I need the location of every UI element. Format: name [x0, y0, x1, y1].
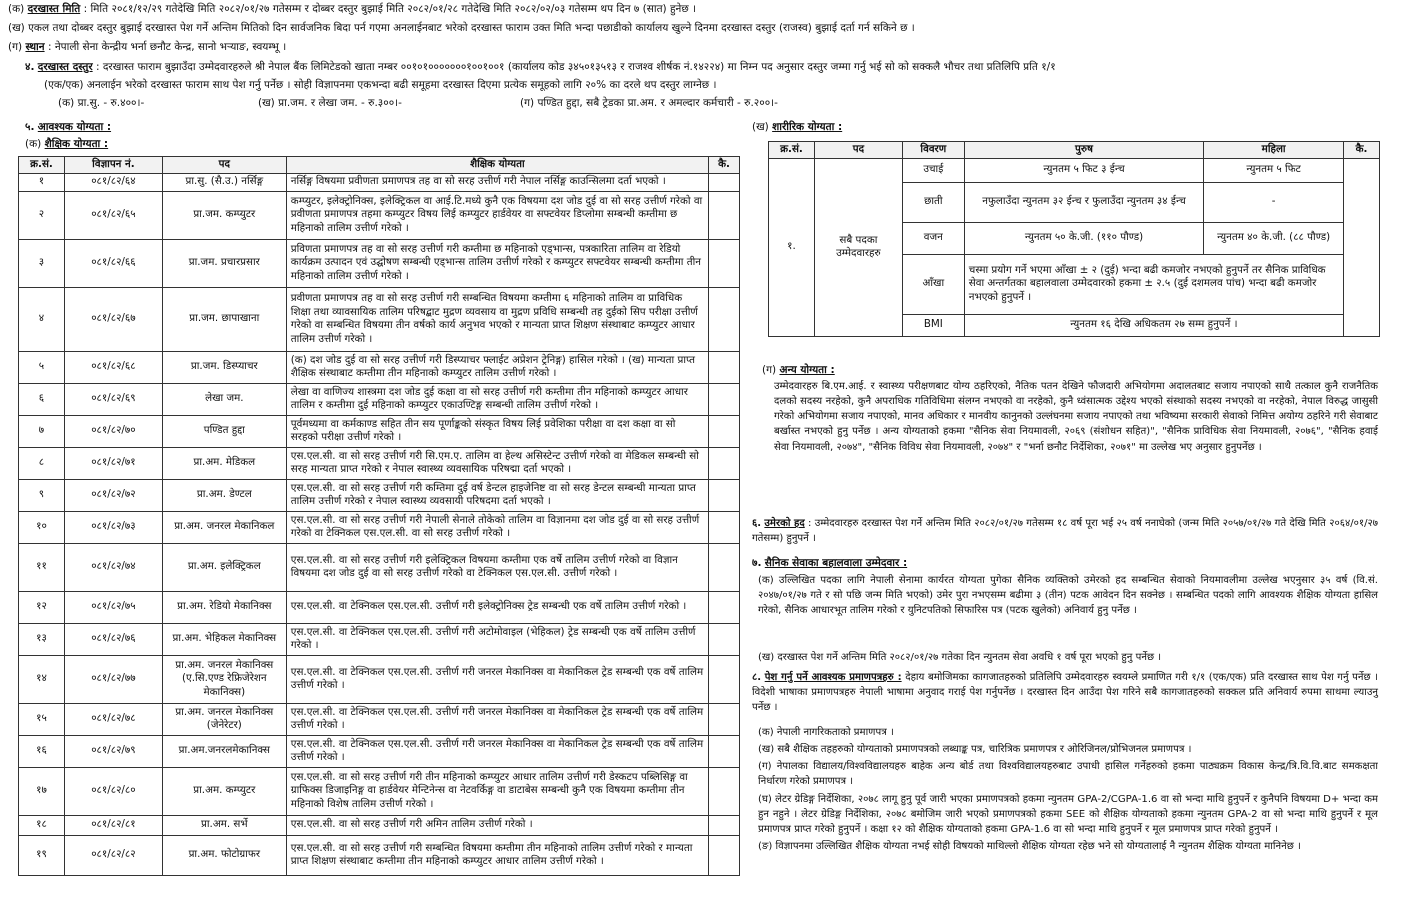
row-qualification: एस.एल.सी. वा सो सरह उत्तीर्ण गरी सि.एम.ए. तालिम वा हेल्थ असिस्टेन्ट उत्तीर्ण गरेको वा मेडिकल सम्बन्धी सो सरह मान्यता प्राप्त गरेको र नेपाल स्वास्थ्य व्यवसायिक परिषद्मा दर्ता भएको ।: [286, 447, 708, 479]
row-post: लेखा जम.: [162, 383, 286, 415]
qualification-section-number: ५.: [25, 121, 35, 133]
row-ad-no: ०८१/८२/६७: [64, 287, 162, 351]
row-sn: १८: [19, 815, 65, 835]
row-post: प्रा.अम.जनरलमेकानिक्स: [162, 735, 286, 767]
fee-a: (क) प्रा.सु. - रु.४००।-: [58, 97, 145, 109]
physical-sn: १.: [769, 158, 815, 336]
table-row: [19, 511, 740, 543]
row-remarks: [708, 543, 739, 591]
row-qualification: एस.एल.सी. वा टेक्निकल एस.एल.सी. उत्तीर्ण गरी इलेक्ट्रोनिक्स ट्रेड सम्बन्धी एक वर्षे तालिम उत्तीर्ण गरेको ।: [286, 591, 708, 623]
row-post: प्रा.अम. जनरल मेकानिक्स (ए.सि.एण्ड रेफ्रिजेरेशन मेकानिक्स): [162, 655, 286, 703]
table-row: [19, 351, 740, 383]
row-ad-no: ०८१/८२/७०: [64, 415, 162, 447]
table-row: [19, 383, 740, 415]
row-remarks: [708, 479, 739, 511]
row-remarks: [708, 239, 739, 287]
row-ad-no: ०८१/८२/६४: [64, 173, 162, 191]
row-ad-no: ०८१/८२/७७: [64, 655, 162, 703]
age-heading: उमेरको हद: [764, 518, 805, 529]
certificate-item: (क) नेपाली नागरिकताको प्रमाणपत्र ।: [758, 727, 894, 738]
table-row: [19, 479, 740, 511]
row-sn: १२: [19, 591, 65, 623]
row-qualification: एस.एल.सी. वा सो सरह उत्तीर्ण गरी कम्तिमा दुई वर्ष डेन्टल हाइजेनिष्ट वा सो सरह डेन्टल सम्बन्धी मान्यता प्राप्त तालिम उत्तीर्ण गरेको र नेपाल स्वास्थ्य व्यवसायी परिषदमा दर्ता भएको ।: [286, 479, 708, 511]
serving-section-number: ७.: [752, 557, 762, 569]
row-post: प्रा.सु. (सै.उ.) नर्सिङ्ग: [162, 173, 286, 191]
row-post: प्रा.जम. प्रचारप्रसार: [162, 239, 286, 287]
row-qualification: एस.एल.सी. वा टेक्निकल एस.एल.सी. उत्तीर्ण गरी जनरल मेकानिक्स वा मेकानिकल ट्रेड सम्बन्धी एक वर्षे तालिम उत्तीर्ण गरेको ।: [286, 703, 708, 735]
physical-table: [768, 141, 1380, 337]
row-post: पण्डित हुद्दा: [162, 415, 286, 447]
row-post: प्रा.अम. फोटोग्राफर: [162, 835, 286, 875]
row-ad-no: ०८१/८२/७२: [64, 479, 162, 511]
row-sn: ३: [19, 239, 65, 287]
row-remarks: [708, 623, 739, 655]
physical-detail: उचाई: [902, 158, 964, 182]
education-table: [18, 156, 740, 876]
row-sn: १६: [19, 735, 65, 767]
certificates-list: [758, 725, 1378, 856]
row-remarks: [708, 815, 739, 835]
certificates-section-number: ८.: [752, 672, 762, 683]
row-post: प्रा.अम. जनरल मेकानिक्स (जेनेरेटर): [162, 703, 286, 735]
header-remarks: कै.: [708, 157, 739, 174]
row-post: प्रा.जम. कम्प्युटर: [162, 191, 286, 239]
row-sn: १०: [19, 511, 65, 543]
other-qualification-text: उम्मेदवारहरु बि.एम.आई. र स्वास्थ्य परीक्षणबाट योग्य ठहरिएको, नैतिक पतन देखिने फौजदारी अभियोगमा अदालतबाट सजाय नपाएको साथै तत्काल कुनै राजनैतिक दलको सदस्य नरहेको, कुनै अपराधिक गतिविधिमा संलग्न नभएको वा नरहेको, कुनै ध्वंसात्मक उद्देश्य भएको संस्थाको सदस्य नभएको वा नरहेको, नेपाल विरुद्ध जासुसी गरेको अभियोगमा सजाय नपाएको, मानव अधिकार र मानवीय कानुनको उल्लंघनमा सजाय नपाएको तथा भविष्यमा सरकारी सेवाको निमित्त अयोग्य ठहरिने गरी सेवाबाट बर्खास्त नभएको हुनु पर्नेछ । अन्य योग्यताको हकमा "सैनिक सेवा नियमावली, २०६९ (संशोधन सहित)", "सैनिक प्राविधिक सेवा नियमावली, २०७६", "सैनिक हवाई सेवा नियमावली, २०७४", "सैनिक विविध सेवा नियमावली, २०७४" र "भर्ना छनौट निर्देशिका, २०७१" मा उल्लेख भए अनुसार हुनुपर्नेछ ।: [774, 381, 1378, 453]
physical-detail: BMI: [902, 314, 964, 336]
row-ad-no: ०८१/८२/६६: [64, 239, 162, 287]
table-row: [19, 703, 740, 735]
physical-male: नफुलाउँदा न्युनतम ३२ ईन्च र फुलाउँदा न्युनतम ३४ ईन्च: [964, 182, 1204, 222]
row-remarks: [708, 383, 739, 415]
row-qualification: एस.एल.सी. वा सो सरह उत्तीर्ण गरी सम्बन्धित विषयमा कम्तीमा तीन महिनाको तालिम उत्तीर्ण गरेको र मान्यता प्राप्त शिक्षण संस्थाबाट कम्तीमा तीन महिनाको कम्प्युटर आधार तालिम उत्तीर्ण गरेको ।: [286, 835, 708, 875]
table-row: [19, 623, 740, 655]
row-ad-no: ०८१/८२/७३: [64, 511, 162, 543]
table-row: [19, 735, 740, 767]
row-post: प्रा.अम. कम्प्युटर: [162, 767, 286, 815]
table-row: [19, 815, 740, 835]
serving-heading: [752, 556, 907, 571]
row-remarks: [708, 735, 739, 767]
education-subheading-key: (क): [25, 138, 42, 150]
row-sn: ६: [19, 383, 65, 415]
certificates-intro: [752, 670, 1378, 715]
top-line-3: [8, 40, 1404, 55]
fee-line-1: [25, 60, 1405, 75]
row-ad-no: ०८१/८२/७९: [64, 735, 162, 767]
row-ad-no: ०८१/८२/८०: [64, 767, 162, 815]
qualification-section-title: आवश्यक योग्यता :: [37, 121, 112, 133]
row-qualification: एस.एल.सी. वा सो सरह उत्तीर्ण गरी इलेक्ट्रिकल विषयमा कम्तीमा एक वर्षे तालिम उत्तीर्ण गरेको वा विज्ञान विषयमा दश जोड दुई वा सो सरह उत्तीर्ण गरेको वा टेक्निकल एस.एल.सी. उत्तीर्ण गरेको ।: [286, 543, 708, 591]
physical-detail: वजन: [902, 222, 964, 254]
row-ad-no: ०८१/८२/६५: [64, 191, 162, 239]
row-qualification: एस.एल.सी. वा टेक्निकल एस.एल.सी. उत्तीर्ण गरी जनरल मेकानिक्स वा मेकानिकल ट्रेड सम्बन्धी एक वर्षे तालिम उत्तीर्ण गरेको ।: [286, 735, 708, 767]
row-qualification: एस.एल.सी. वा टेक्निकल एस.एल.सी. उत्तीर्ण गरी जनरल मेकानिक्स वा मेकानिकल ट्रेड सम्बन्धी एक वर्षे तालिम उत्तीर्ण गरेको ।: [286, 655, 708, 703]
certificates-text: देहाय बमोजिमका कागजातहरुको प्रतिलिपि उम्मेदवारहरु स्वयम्ले प्रमाणित गरी १/१ (एक/एक) प्रति दरखास्त साथ पेश गर्नु पर्नेछ । विदेशी भाषाका प्रमाणपत्रहरु नेपाली भाषामा अनुवाद गराई पेश गर्नुपर्नेछ । दरखास्त दिन आउँदा पेश गरिने सबै कागजातहरुको सक्कल प्रति अनिवार्य रुपमा साथमा ल्याउनु पर्नेछ ।: [752, 672, 1378, 714]
row-qualification: एस.एल.सी. वा सो सरह उत्तीर्ण गरी नेपाली सेनाले तोकेको तालिम वा विज्ञानमा दश जोड दुई वा सो सरह उत्तीर्ण गरेको वा टेक्निकल एस.एल.सी. वा सो सरह उत्तीर्ण गरेको ।: [286, 511, 708, 543]
physical-male: न्युनतम ५० के.जी. (११० पौण्ड): [964, 222, 1204, 254]
row-sn: ११: [19, 543, 65, 591]
table-row: [19, 173, 740, 191]
row-post: प्रा.अम. रेडियो मेकानिक्स: [162, 591, 286, 623]
row-sn: ४: [19, 287, 65, 351]
fee-b: (ख) प्रा.जम. र लेखा जम. - रु.३००।-: [258, 97, 402, 109]
row-remarks: [708, 447, 739, 479]
other-heading-title: अन्य योग्यता :: [779, 364, 835, 376]
education-subheading-title: शैक्षिक योग्यता :: [44, 138, 109, 150]
row-qualification: एस.एल.सी. वा टेक्निकल एस.एल.सी. उत्तीर्ण गरी अटोमोवाइल (भेहिकल) ट्रेड सम्बन्धी एक वर्षे तालिम उत्तीर्ण गरेको ।: [286, 623, 708, 655]
qualification-heading: [25, 120, 111, 135]
row-remarks: [708, 173, 739, 191]
fee-c: (ग) पण्डित हुद्दा, सबै ट्रेडका प्रा.अम. र अमल्दार कर्मचारी - रु.२००।-: [520, 97, 778, 109]
row-qualification: प्रवीणता प्रमाणपत्र तह वा सो सरह उत्तीर्ण गरी सम्बन्धित विषयमा कम्तीमा ६ महिनाको तालिम वा प्राविधिक शिक्षा तथा व्यावसायिक तालिम परिषद्बाट मुद्रण व्यवसाय वा मुद्रण प्रविधि सम्बन्धी तह दुईको सिप परीक्षा उत्तीर्ण गरेको वा सम्बन्धित विषयमा तीन वर्षको कार्य अनुभव भएको र मान्यता प्राप्त शिक्षण संस्थाबाट कम्प्युटर आधार तालिम उत्तीर्ण गरेको ।: [286, 287, 708, 351]
location-key: (ग): [8, 41, 23, 53]
table-row: [19, 655, 740, 703]
row-ad-no: ०८१/८२/७८: [64, 703, 162, 735]
row-post: प्रा.जम. डिस्प्याचर: [162, 351, 286, 383]
application-date-text: : मिति २०८१/१२/२९ गतेदेखि मिति २०८२/०१/२७ गतेसम्म र दोब्बर दस्तुर बुझाई मिति २०८२/०१/२८ गतेदेखि मिति २०८२/०२/०३ गतेसम्म थप दिन ७ (सात) हुनेछ ।: [83, 3, 697, 15]
table-row: [19, 191, 740, 239]
phys-header-male: पुरुष: [964, 142, 1204, 159]
application-date-heading: दरखास्त मिति: [27, 3, 81, 15]
row-qualification: प्रविणता प्रमाणपत्र तह वा सो सरह उत्तीर्ण गरी कम्तीमा छ महिनाको एड्भान्स, पत्रकारिता तालिम वा रेडियो कार्यक्रम उत्पादन एवं उद्घोषण सम्बन्धी एड्भान्स तालिम उत्तीर्ण गरेको र कम्प्युटर सफ्टवेयर सम्बन्धी कम्तीमा तीन महिनाको तालिम उत्तीर्ण गरेको ।: [286, 239, 708, 287]
physical-post: सबै पदका उम्मेदवारहरु: [814, 158, 902, 336]
row-ad-no: ०८१/८२/८१: [64, 815, 162, 835]
row-remarks: [708, 351, 739, 383]
fee-section-number: ४.: [25, 61, 35, 73]
table-row: [19, 591, 740, 623]
row-post: प्रा.जम. छापाखाना: [162, 287, 286, 351]
row-sn: १: [19, 173, 65, 191]
physical-detail: आँखा: [902, 254, 964, 314]
row-remarks: [708, 591, 739, 623]
physical-detail: छाती: [902, 182, 964, 222]
age-limit: [752, 516, 1378, 546]
phys-header-female: महिला: [1204, 142, 1344, 159]
row-remarks: [708, 511, 739, 543]
certificate-item: (ग) नेपालका विद्यालय/विश्वविद्यालयहरु बाहेक अन्य बोर्ड तथा विश्वविद्यालयहरुबाट उपाधी हासिल गर्नेहरुको हकमा पाठ्यक्रम विकास केन्द्र/त्रि.वि.वि.बाट समकक्षता निर्धारण गरेको प्रमाणपत्र ।: [758, 761, 1378, 788]
table-row: [19, 835, 740, 875]
other-heading-key: (ग): [762, 364, 777, 376]
header-ad-no: विज्ञापन नं.: [64, 157, 162, 174]
row-remarks: [708, 655, 739, 703]
table-row: [19, 287, 740, 351]
row-remarks: [708, 287, 739, 351]
row-post: प्रा.अम. सर्भे: [162, 815, 286, 835]
table-row: [19, 239, 740, 287]
location-heading: स्थान: [25, 41, 45, 53]
row-remarks: [708, 703, 739, 735]
row-remarks: [708, 415, 739, 447]
physical-female: -: [1204, 182, 1344, 222]
row-post: प्रा.अम. इलेक्ट्रिकल: [162, 543, 286, 591]
fee-text: : दरखास्त फाराम बुझाउँदा उम्मेदवारहरुले श्री नेपाल बैंक लिमिटेडको खाता नम्बर ००१०१०००००००१००१००१ (कार्यालय कोड ३४५०१३५१३ र राजश्व शीर्षक नं.१४२२४) मा निम्न पद अनुसार दस्तुर जम्मा गर्नु भई सो को सक्कलै भौचर तथा प्रतिलिपि प्रति १/१: [95, 61, 1056, 73]
fee-line-2: (एक/एक) अनलाईन भरेको दरखास्त फाराम साथ पेश गर्नु पर्नेछ । सोही विज्ञापनमा एकभन्दा बढी समूहमा दरखास्त दिएमा प्रत्येक समूहको लागि २०% का दरले थप दस्तुर लाग्नेछ ।: [44, 79, 717, 91]
row-ad-no: ०८१/८२/६८: [64, 351, 162, 383]
row-qualification: एस.एल.सी. वा सो सरह उत्तीर्ण गरी तीन महिनाको कम्प्युटर आधार तालिम उत्तीर्ण गरी डेस्कटप पब्लिसिङ्ग वा ग्राफिक्स डिजाइनिङ्ग वा हार्डवेयर मेन्टिनेन्स वा नेटवर्किङ्ग वा डाटाबेस सम्बन्धी कुनै एक विषयमा कम्तीमा तीन महिनाको विशेष तालिम उत्तीर्ण गरेको ।: [286, 767, 708, 815]
row-qualification: नर्सिङ्ग विषयमा प्रवीणता प्रमाणपत्र तह वा सो सरह उत्तीर्ण गरी नेपाल नर्सिङ्ग काउन्सिलमा दर्ता भएको ।: [286, 173, 708, 191]
physical-bmi-text: न्युनतम १६ देखि अधिकतम २७ सम्म हुनुपर्ने ।: [964, 314, 1343, 336]
row-sn: ५: [19, 351, 65, 383]
table-row: [19, 447, 740, 479]
phys-header-remarks: कै.: [1344, 142, 1380, 159]
physical-table-header: [769, 142, 1380, 159]
physical-heading-title: शारीरिक योग्यता :: [772, 121, 843, 133]
physical-female: न्युनतम ५ फिट: [1204, 158, 1344, 182]
row-qualification: पूर्वमध्यमा वा कर्मकाण्ड सहित तीन सय पूर्णाङ्कको संस्कृत विषय लिई प्रवेशिका परीक्षा वा दश कक्षा वा सो सरहको परीक्षा उत्तीर्ण गरेको ।: [286, 415, 708, 447]
row-sn: ७: [19, 415, 65, 447]
age-text: : उम्मेदवारहरु दरखास्त पेश गर्ने अन्तिम मिति २०८२/०१/२७ गतेसम्म १८ वर्ष पूरा भई २५ वर्ष ननाघेको (जन्म मिति २०५७/०१/२७ गते देखि मिति २०६४/०१/२७ गतेसम्म) हुनुपर्ने ।: [752, 518, 1378, 545]
row-ad-no: ०८१/८२/७१: [64, 447, 162, 479]
row-ad-no: ०८१/८२/८२: [64, 835, 162, 875]
certificate-item: (ख) सबै शैक्षिक तहहरुको योग्यताको प्रमाणपत्रको लब्धाङ्क पत्र, चारित्रिक प्रमाणपत्र र ओरिजिनल/प्रोभिजनल प्रमाणपत्र ।: [758, 744, 1192, 756]
table-row: [19, 767, 740, 815]
serving-item-b: (ख) दरखास्त पेश गर्ने अन्तिम मिति २०८२/०१/२७ गतेका दिन न्युनतम सेवा अवधि १ वर्ष पूरा भएको हुनु पर्नेछ ।: [758, 652, 1162, 663]
row-sn: २: [19, 191, 65, 239]
row-sn: १७: [19, 767, 65, 815]
row-remarks: [708, 835, 739, 875]
row-post: प्रा.अम. भेहिकल मेकानिक्स: [162, 623, 286, 655]
row-qualification: कम्प्युटर, इलेक्ट्रोनिक्स, इलेक्ट्रिकल वा आई.टि.मध्ये कुनै एक विषयमा दश जोड दुई वा सो सरह उत्तीर्ण गरेको वा प्रवीणता प्रमाणपत्र तहमा कम्प्युटर विषय लिई कम्प्युटर हार्डवेयर वा सफ्टवेयर डिप्लोमा सम्बन्धी कम्तीमा छ महिनाको तालिम उत्तीर्ण गरेको ।: [286, 191, 708, 239]
phys-header-detail: विवरण: [902, 142, 964, 159]
header-sn: क्र.सं.: [19, 157, 65, 174]
physical-heading: [752, 120, 842, 135]
row-post: प्रा.अम. डेण्टल: [162, 479, 286, 511]
row-remarks: [708, 767, 739, 815]
top-line-2: (ख) एकल तथा दोब्बर दस्तुर बुझाई दरखास्त पेश गर्ने अन्तिम मितिको दिन सार्वजनिक बिदा पर्न गएमा अनलाईनबाट भरेको दरखास्त फाराम उक्त मिति भन्दा पछाडीको कार्यालय खुल्ने दिनमा दरखास्त दस्तुर (राजस्व) बुझाई दर्ता गर्न सकिने छ ।: [8, 22, 915, 34]
age-section-number: ६.: [752, 518, 762, 529]
top-line-1: [8, 2, 1404, 17]
row-sn: ८: [19, 447, 65, 479]
physical-eyes-text: चस्मा प्रयोग गर्ने भएमा आँखा ± २ (दुई) भन्दा बढी कमजोर नभएको हुनुपर्ने तर सैनिक प्राविधिक सेवा अन्तर्गतका बहालवाला उम्मेदवारको हकमा ± २.५ (दुई दशमलव पांच) भन्दा बढी कमजोर नभएको हुनुपर्ने ।: [964, 254, 1343, 314]
row-sn: १९: [19, 835, 65, 875]
row-ad-no: ०८१/८२/६९: [64, 383, 162, 415]
header-post: पद: [162, 157, 286, 174]
row-ad-no: ०८१/८२/७४: [64, 543, 162, 591]
top-line-1-key: (क): [8, 3, 25, 15]
phys-header-post: पद: [814, 142, 902, 159]
certificates-heading: पेश गर्नु पर्ने आवश्यक प्रमाणपत्रहरु :: [764, 672, 902, 683]
physical-heading-key: (ख): [752, 121, 769, 133]
physical-row-height: [769, 158, 1380, 182]
row-sn: ९: [19, 479, 65, 511]
location-text: : नेपाली सेना केन्द्रीय भर्ना छनौट केन्द्र, सानो भऱ्याङ, स्वयम्भू ।: [47, 41, 287, 53]
physical-male: न्युनतम ५ फिट ३ ईन्च: [964, 158, 1204, 182]
row-ad-no: ०८१/८२/७६: [64, 623, 162, 655]
row-qualification: एस.एल.सी. वा सो सरह उत्तीर्ण गरी अमिन तालिम उत्तीर्ण गरेको ।: [286, 815, 708, 835]
education-subheading: [25, 137, 108, 152]
serving-item-a: (क) उल्लिखित पदका लागि नेपाली सेनामा कार्यरत योग्यता पुगेका सैनिक व्यक्तिको उमेरको हद सम्बन्धित सेवाको नियमावलीमा उल्लेख भएनुसार ३५ वर्ष (वि.सं. २०४७/०१/२७ गते र सो पछि जन्म मिति भएको) उमेर पुरा नभएसम्म बढीमा ३ (तीन) पटक आवेदन दिन सक्नेछ । सम्बन्धित पदको लागि आवश्यक शैक्षिक योग्यता हासिल गरेको, सैनिक आधारभूत तालिम गरेको र युनिटपतिको सिफारिस पत्र (पटक खुलेको) अनिवार्य हुनु पर्नेछ ।: [758, 575, 1379, 617]
other-heading: [762, 363, 835, 378]
row-remarks: [708, 191, 739, 239]
row-qualification: लेखा वा वाणिज्य शास्त्रमा दश जोड दुई कक्षा वा सो सरह उत्तीर्ण गरी कम्तीमा तीन महिनाको कम्प्युटर आधार तालिम र कम्तीमा दुई महिनाको कम्प्युटर एकाउण्टिङ्ग सम्बन्धी तालिम उत्तीर्ण गरेको ।: [286, 383, 708, 415]
row-sn: १४: [19, 655, 65, 703]
physical-remarks: [1344, 158, 1380, 336]
row-post: प्रा.अम. मेडिकल: [162, 447, 286, 479]
fee-heading: दरखास्त दस्तुर: [37, 61, 93, 73]
certificate-item: (घ) लेटर ग्रेडिङ्ग निर्देशिका, २०७८ लागू हुनु पूर्व जारी भएका प्रमाणपत्रको हकमा न्युनतम GPA-2/CGPA-1.6 वा सो भन्दा माथि हुनुपर्ने र कुनैपनि विषयमा D+ भन्दा कम हुन नहुने । लेटर ग्रेडिङ्ग निर्देशिका, २०७८ बमोजिम जारी भएको प्रमाणपत्रको हकमा SEE को शैक्षिक योग्यताको हकमा न्युनतम GPA-2 वा सो भन्दा माथि हुनुपर्ने र मूल प्रमाणपत्र प्राप्त गरेको हुनुपर्ने । कक्षा १२ को शैक्षिक योग्यताको हकमा GPA-1.6 वा सो भन्दा माथि हुनुपर्ने र मूल प्रमाणपत्र प्राप्त गरेको हुनुपर्ने ।: [758, 793, 1378, 835]
row-qualification: (क) दश जोड दुई वा सो सरह उत्तीर्ण गरी डिस्प्याचर फ्लाईट अप्रेशन ट्रेनिङ्ग) हासिल गरेको । (ख) मान्यता प्राप्त शैक्षिक संस्थाबाट कम्तीमा तीन महिनाको कम्प्युटर तालिम उत्तीर्ण गरेको ।: [286, 351, 708, 383]
row-sn: १३: [19, 623, 65, 655]
serving-heading-title: सैनिक सेवाका बहालवाला उम्मेदवार :: [764, 557, 908, 569]
row-ad-no: ०८१/८२/७५: [64, 591, 162, 623]
header-qualification: शैक्षिक योग्यता: [286, 157, 708, 174]
certificate-item: (ङ) विज्ञापनमा उल्लिखित शैक्षिक योग्यता नभई सोही विषयको माथिल्लो शैक्षिक योग्यता रहेछ भने सो योग्यतालाई नै न्युनतम शैक्षिक योग्यता मानिनेछ ।: [758, 840, 1301, 852]
education-table-header: [19, 157, 740, 174]
table-row: [19, 543, 740, 591]
table-row: [19, 415, 740, 447]
physical-female: न्युनतम ४० के.जी. (८८ पौण्ड): [1204, 222, 1344, 254]
row-post: प्रा.अम. जनरल मेकानिकल: [162, 511, 286, 543]
phys-header-sn: क्र.सं.: [769, 142, 815, 159]
row-sn: १५: [19, 703, 65, 735]
